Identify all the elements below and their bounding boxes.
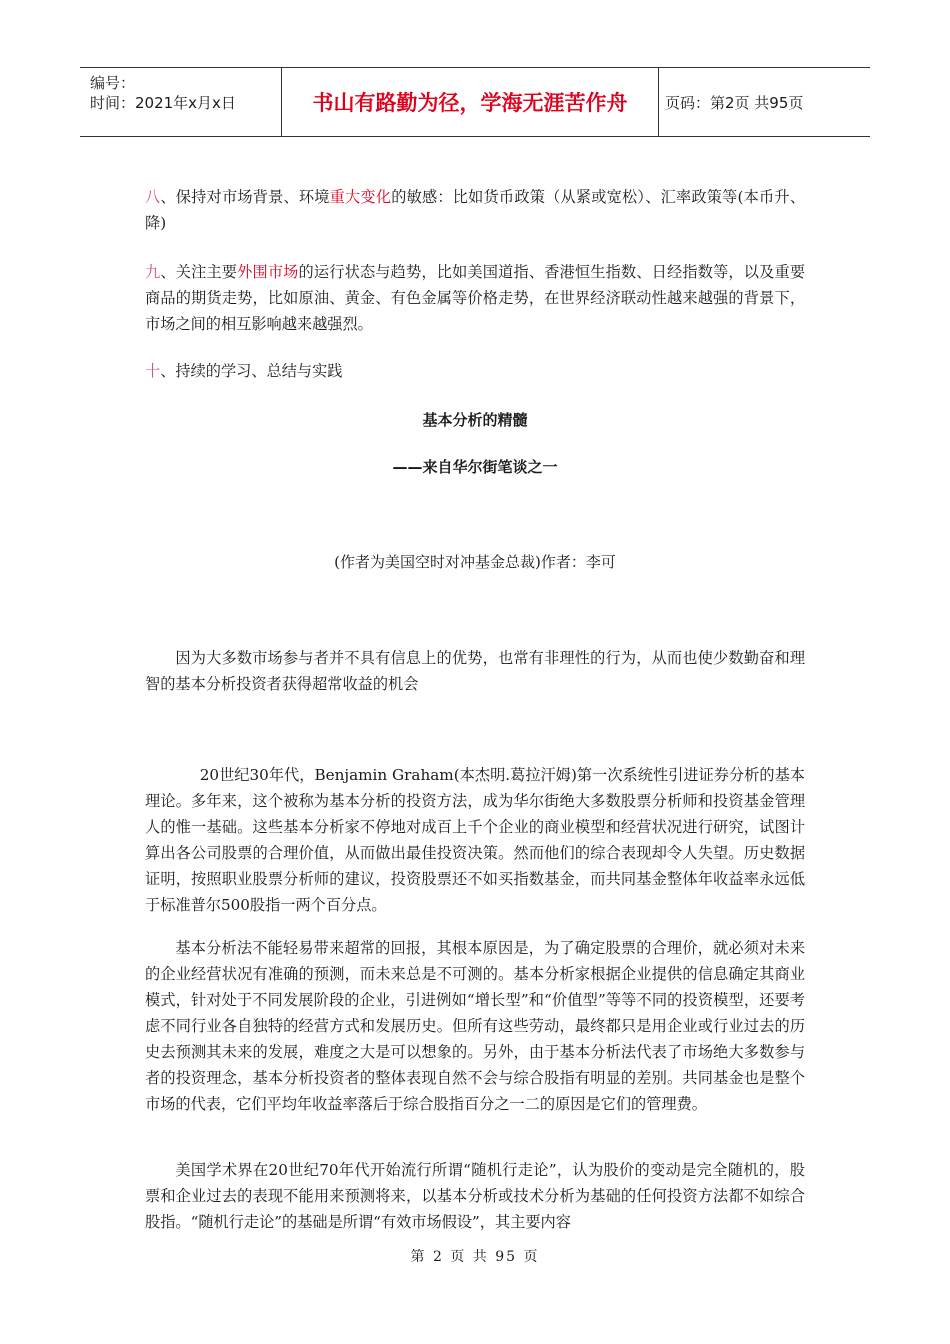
- item-nine-highlight: 外围市场: [237, 263, 299, 281]
- number-label: 编号：: [90, 74, 136, 92]
- item-eight: [145, 184, 805, 236]
- page-label: 页码：第2页 共95页: [665, 94, 804, 112]
- header-meta-cell: [80, 68, 281, 136]
- motto-text: 书山有路勤为径，学海无涯苦作舟: [312, 91, 628, 115]
- item-nine-text-a: 、关注主要: [160, 263, 238, 281]
- paragraph-graham: 20世纪30年代，Benjamin Graham(本杰明.葛拉汗姆)第一次系统性引进证券分析的基本理论。多年来，这个被称为基本分析的投资方法，成为华尔街绝大多数股票分析师和投资基金管理人的惟一基础。这些基本分析家不停地对成百上千个企业的商业模型和经营状况进行研究，试图计算出各公司股票的合理价值，从而做出最佳投资决策。然而他们的综合表现却令人失望。历史数据证明，按照职业股票分析师的建议，投资股票还不如买指数基金，而共同基金整体年收益率永远低于标准普尔500股指一两个百分点。: [145, 766, 805, 914]
- item-eight-text-b: 的敏感：比如货币政策（从紧或宽松）、汇率政策等(本币升、降): [145, 188, 806, 232]
- item-nine-number: 九: [145, 263, 161, 281]
- item-ten-number: 十: [145, 362, 161, 380]
- item-eight-highlight: 重大变化: [329, 188, 392, 206]
- item-nine-text-b: 的运行状态与趋势，比如美国道指、香港恒生指数、日经指数等，以及重要商品的期货走势，比如原油、黄金、有色金属等价格走势，在世界经济联动性越来越强的背景下，市场之间的相互影响越来越强烈。: [145, 263, 806, 333]
- item-ten: [145, 358, 805, 384]
- item-eight-number: 八: [145, 188, 161, 206]
- item-eight-text-a: 、保持对市场背景、环境: [160, 188, 330, 206]
- article-subtitle: ——来自华尔街笔谈之一: [392, 458, 558, 476]
- page-footer: 第 2 页 共 95 页: [410, 1249, 540, 1265]
- motto-cell: [281, 68, 659, 136]
- paragraph-intro: 因为大多数市场参与者并不具有信息上的优势，也常有非理性的行为，从而也使少数勤奋和理智的基本分析投资者获得超常收益的机会: [145, 649, 805, 693]
- header-table: [80, 67, 870, 137]
- author-line: (作者为美国空时对冲基金总裁)作者：李可: [334, 553, 616, 571]
- article-title: 基本分析的精髓: [422, 411, 528, 429]
- item-nine: [145, 259, 805, 337]
- item-ten-text: 、持续的学习、总结与实践: [160, 362, 343, 380]
- paragraph-fundamental: 基本分析法不能轻易带来超常的回报，其根本原因是，为了确定股票的合理价，就必须对未来的企业经营状况有准确的预测，而未来总是不可测的。基本分析家根据企业提供的信息确定其商业模式，针对处于不同发展阶段的企业，引进例如“增长型”和“价值型”等等不同的投资模型，还要考虑不同行业各自独特的经营方式和发展历史。但所有这些劳动，最终都只是用企业或行业过去的历史去预测其未来的发展，难度之大是可以想象的。另外，由于基本分析法代表了市场绝大多数参与者的投资理念，基本分析投资者的整体表现自然不会与综合股指有明显的差别。共同基金也是整个市场的代表，它们平均年收益率落后于综合股指百分之一二的原因是它们的管理费。: [145, 939, 805, 1113]
- paragraph-random-walk: 美国学术界在20世纪70年代开始流行所谓“随机行走论”，认为股价的变动是完全随机的，股票和企业过去的表现不能用来预测将来，以基本分析或技术分析为基础的任何投资方法都不如综合股指。“随机行走论”的基础是所谓“有效市场假设”，其主要内容: [145, 1161, 805, 1231]
- date-line: 时间：2021年x月x日: [90, 94, 236, 112]
